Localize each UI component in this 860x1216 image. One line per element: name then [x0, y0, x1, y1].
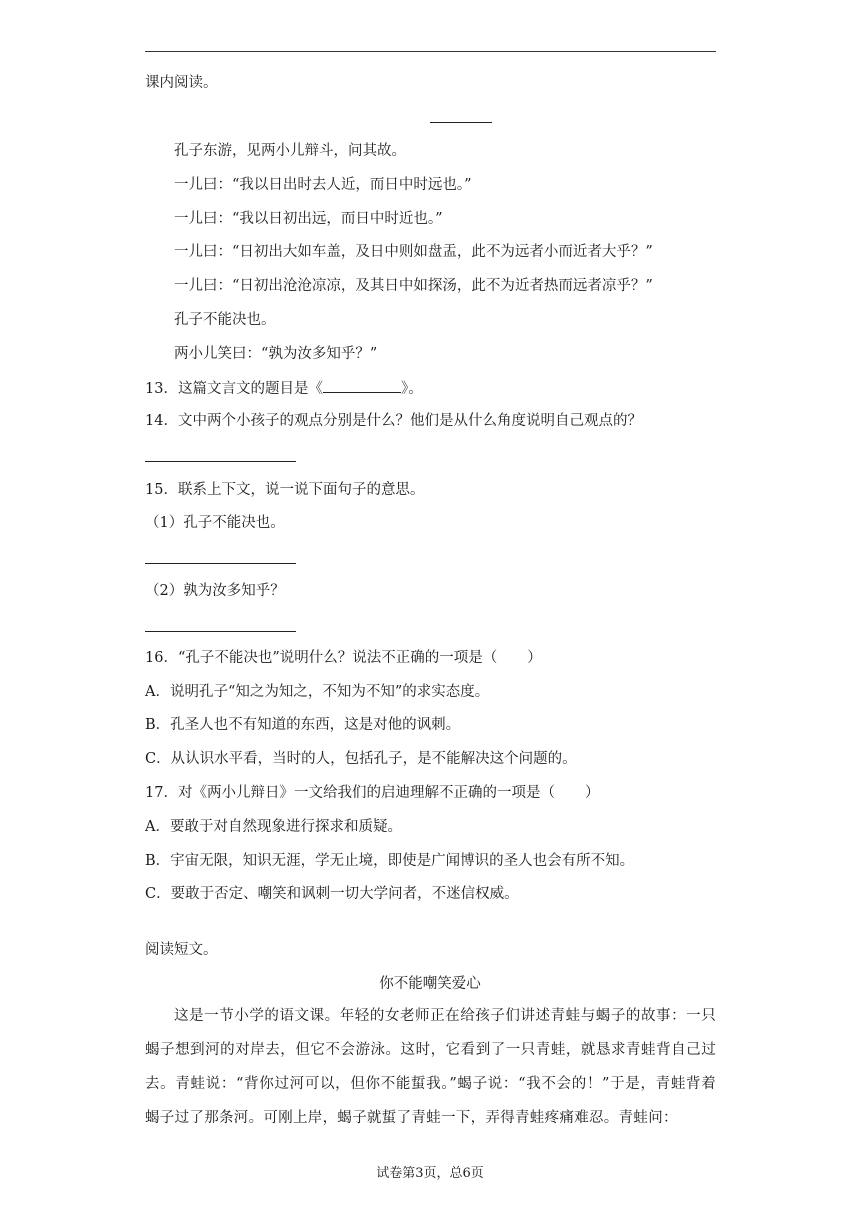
classical-text-line: 一儿曰：“我以日出时去人近，而日中时远也。” — [174, 177, 472, 193]
answer-line-14[interactable] — [145, 461, 296, 462]
question-16-option-c: C．从认识水平看，当时的人，包括孔子，是不能解决这个问题的。 — [145, 751, 577, 767]
question-17 — [145, 783, 599, 803]
classical-text-line: 孔子东游，见两小儿辩斗，问其故。 — [174, 143, 406, 159]
question-17-text: 17．对《两小儿辩日》一文给我们的启迪理解不正确的一项是（ — [145, 785, 555, 801]
classical-text-line: 一儿曰：“日初出大如车盖，及日中则如盘盂，此不为远者小而近者大乎？” — [174, 244, 653, 260]
question-13-end: 》。 — [400, 381, 423, 397]
classical-text-line: 一儿曰：“我以日初出远，而日中时近也。” — [174, 211, 443, 227]
question-15: 15．联系上下文，说一说下面句子的意思。 — [145, 482, 425, 498]
classical-text-line: 一儿曰：“日初出沧沧凉凉，及其日中如探汤，此不为近者热而远者凉乎？” — [174, 278, 653, 294]
question-16-end: ） — [527, 650, 542, 666]
question-16-option-a: A．说明孔子“知之为知之，不知为不知”的求实态度。 — [145, 684, 490, 700]
question-13 — [145, 378, 423, 399]
classical-text-line: 两小儿笑曰：“孰为汝多知乎？” — [174, 346, 378, 362]
question-15-2: （2）孰为汝多知乎？ — [145, 583, 285, 599]
question-13-text: 13．这篇文言文的题目是《 — [145, 381, 323, 397]
question-17-end: ） — [584, 785, 600, 801]
page-footer: 试卷第3页，总6页 — [376, 1166, 484, 1181]
article-paragraph: 这是一节小学的语文课。年轻的女老师正在给孩子们讲述青蛙与蝎子的故事：一只蝎子想到河的对岸去，但它不会游泳。这时，它看到了一只青蛙，就恳求青蛙背自己过去。青蛙说：“背你过河可以，但你不能蜇我。”蝎子说：“我不会的！”于是，青蛙背着蝎子过了那条河。可刚上岸，蝎子就蜇了青蛙一下，弄得青蛙疼痛难忍。青蛙问： — [145, 1008, 716, 1126]
section-heading-reading: 阅读短文。 — [145, 942, 218, 958]
header-rule — [145, 51, 716, 52]
classical-text-line: 孔子不能决也。 — [174, 312, 276, 328]
question-16 — [145, 648, 542, 668]
question-17-option-b: B．宇宙无限，知识无涯，学无止境，即使是广闻博识的圣人也会有所不知。 — [145, 853, 635, 869]
answer-line-15-1[interactable] — [145, 563, 296, 564]
question-13-blank[interactable] — [323, 378, 401, 393]
question-15-1: （1）孔子不能决也。 — [145, 515, 285, 531]
article-title: 你不能嘲笑爱心 — [379, 976, 481, 992]
question-17-option-c: C．要敢于否定、嘲笑和讽刺一切大学问者，不迷信权威。 — [145, 886, 519, 902]
section-heading-classical: 课内阅读。 — [145, 75, 218, 91]
question-16-text: 16．“孔子不能决也”说明什么？说法不正确的一项是（ — [145, 650, 498, 666]
question-17-option-a: A．要敢于对自然现象进行探求和质疑。 — [145, 819, 402, 835]
question-14: 14．文中两个小孩子的观点分别是什么？他们是从什么角度说明自己观点的？ — [145, 413, 642, 429]
answer-line-15-2[interactable] — [145, 631, 296, 632]
title-blank-line — [430, 122, 492, 123]
question-16-option-b: B．孔圣人也不有知道的东西，这是对他的讽刺。 — [145, 717, 461, 733]
